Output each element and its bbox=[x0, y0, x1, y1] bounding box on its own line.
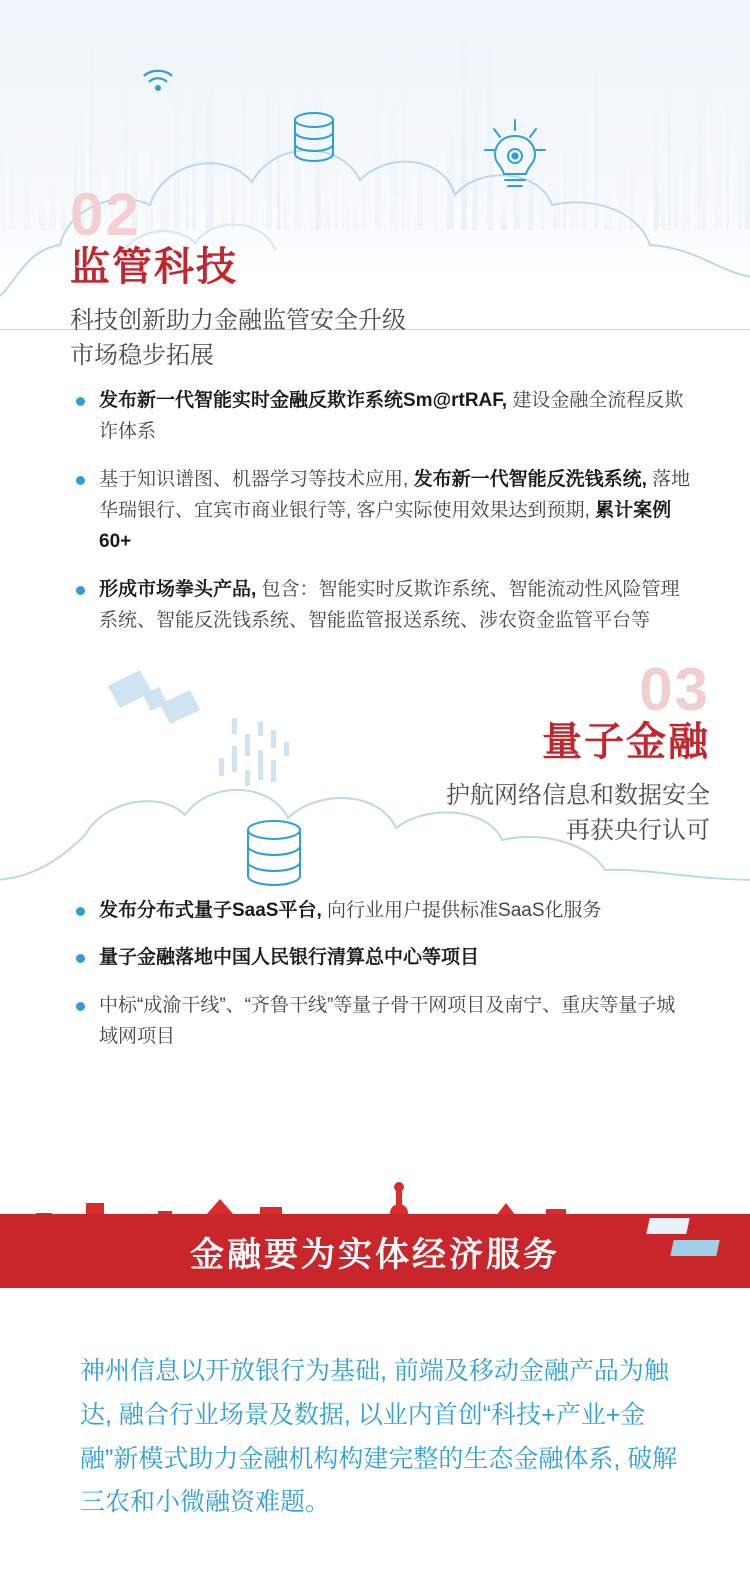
section-02-header bbox=[70, 181, 690, 374]
bullet-dot-icon bbox=[76, 954, 85, 963]
section-number: 03 bbox=[639, 656, 710, 723]
list-item-text: 基于知识谱图、机器学习等技术应用, 发布新一代智能反洗钱系统, 落地华瑞银行、宜宾市商业银行等, 客户实际使用效果达到预期, 累计案例60+ bbox=[99, 468, 691, 553]
footer-paragraph: 神州信息以开放银行为基础, 前端及移动金融产品为触达, 融合行业场景及数据, 以业内首创“科技+产业+金融”新模式助力金融机构构建完整的生态金融体系, 破解三农和小微融资难题。 bbox=[80, 1357, 678, 1517]
section-02-bullet-list bbox=[76, 385, 691, 652]
bullet-dot-icon bbox=[76, 1002, 85, 1011]
section-subtitle bbox=[70, 304, 690, 374]
lightbulb-icon bbox=[480, 118, 550, 194]
list-item bbox=[76, 574, 691, 637]
bullet-dot-icon bbox=[76, 907, 85, 916]
section-03-bullet-list bbox=[76, 895, 691, 1068]
list-item bbox=[76, 942, 691, 973]
list-item-text: 中标“成渝干线”、“齐鲁干线”等量子骨干网项目及南宁、重庆等量子城域网项目 bbox=[99, 994, 676, 1048]
section-title: 量子金融 bbox=[542, 720, 710, 764]
section-subtitle-line2: 再获央行认可 bbox=[566, 816, 710, 844]
bullet-dot-icon bbox=[76, 476, 85, 485]
list-item-text: 发布分布式量子SaaS平台, 向行业用户提供标准SaaS化服务 bbox=[99, 900, 602, 921]
section-subtitle-line2: 市场稳步拓展 bbox=[70, 341, 214, 369]
wifi-icon bbox=[140, 66, 176, 94]
list-item-text: 量子金融落地中国人民银行清算总中心等项目 bbox=[99, 947, 480, 969]
list-item bbox=[76, 464, 691, 558]
list-item bbox=[76, 895, 691, 926]
coins-icon bbox=[288, 110, 340, 166]
list-item bbox=[76, 385, 691, 448]
list-item-text: 形成市场拳头产品, 包含：智能实时反欺诈系统、智能流动性风险管理系统、智能反洗钱系统、智能监管报送系统、涉农资金监管平台等 bbox=[99, 578, 680, 632]
bullet-dot-icon bbox=[76, 397, 85, 406]
section-subtitle bbox=[290, 779, 710, 849]
section-03-header bbox=[290, 656, 710, 849]
list-item bbox=[76, 990, 691, 1053]
list-item-text: 发布新一代智能实时金融反欺诈系统Sm@rtRAF, 建设金融全流程反欺诈体系 bbox=[99, 390, 684, 443]
section-subtitle-line1: 护航网络信息和数据安全 bbox=[446, 782, 710, 809]
section-title: 监管科技 bbox=[70, 245, 238, 289]
section-number: 02 bbox=[70, 181, 141, 248]
banner-slogan: 金融要为实体经济服务 bbox=[190, 1235, 560, 1274]
slogan-banner bbox=[0, 1214, 750, 1288]
section-subtitle-line1: 科技创新助力金融监管安全升级 bbox=[70, 307, 406, 334]
bullet-dot-icon bbox=[76, 586, 85, 595]
satellite-icon bbox=[108, 670, 200, 724]
